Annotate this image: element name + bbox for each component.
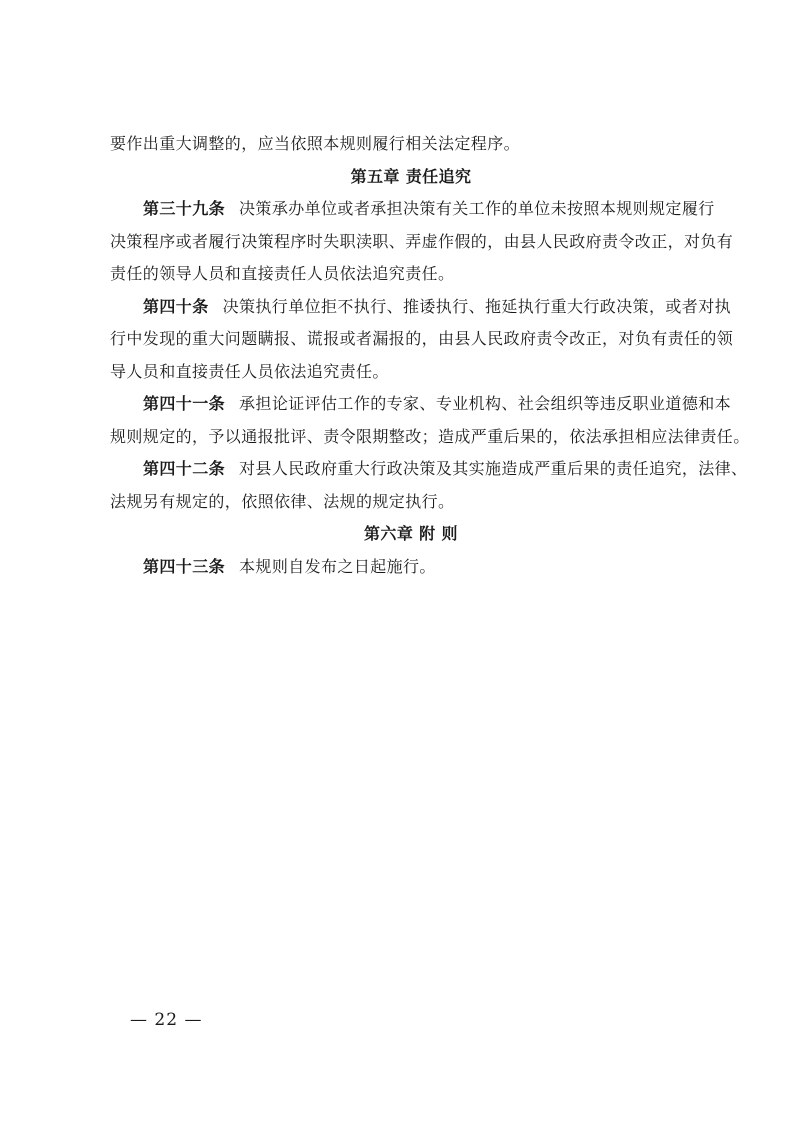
article-39-line-3: 责任的领导人员和直接责任人员依法追究责任。: [110, 264, 455, 283]
article-41-line-1: [110, 388, 732, 421]
chapter-6-heading: 第六章 附 则: [364, 524, 458, 543]
article-40-line-1: [110, 291, 732, 324]
article-42-label: 第四十二条: [143, 459, 226, 478]
article-41-line-2: 规则规定的，予以通报批评、责令限期整改；造成严重后果的，依法承担相应法律责任。: [110, 426, 750, 446]
article-42-line-1: [110, 453, 748, 486]
article-40-text-1: 决策执行单位拒不执行、推诿执行、拖延执行重大行政决策，或者对执: [222, 296, 732, 316]
article-42-line-2: 法规另有规定的，依照依律、法规的规定执行。: [110, 491, 455, 511]
chapter-5-heading: 第五章 责任追究: [350, 166, 472, 186]
document-body: [110, 128, 750, 583]
article-39-line-1: [110, 193, 715, 226]
article-39-text-1: 决策承办单位或者承担决策有关工作的单位未按照本规则规定履行: [239, 199, 715, 218]
article-40-line-3: 导人员和直接责任人员依法追究责任。: [110, 361, 389, 381]
article-40-label: 第四十条: [143, 296, 209, 316]
article-39-line-2: 决策程序或者履行决策程序时失职渎职、弄虚作假的，由县人民政府责令改正，对负有: [110, 231, 734, 251]
paragraph-continuation: 要作出重大调整的，应当依照本规则履行相关法定程序。: [110, 134, 521, 153]
article-43-line-1: [110, 551, 712, 584]
article-42-text-1: 对县人民政府重大行政决策及其实施造成严重后果的责任追究，法律、: [239, 459, 748, 478]
article-40-line-2: 行中发现的重大问题瞒报、谎报或者漏报的，由县人民政府责令改正，对负有责任的领: [110, 329, 734, 348]
article-43-text-1: 本规则自发布之日起施行。: [239, 556, 436, 576]
article-39-label: 第三十九条: [143, 199, 226, 218]
page-number: — 22 —: [130, 1010, 203, 1030]
article-41-text-1: 承担论证评估工作的专家、专业机构、社会组织等违反职业道德和本: [239, 394, 732, 413]
article-41-label: 第四十一条: [143, 394, 226, 413]
article-43-label: 第四十三条: [143, 556, 226, 576]
